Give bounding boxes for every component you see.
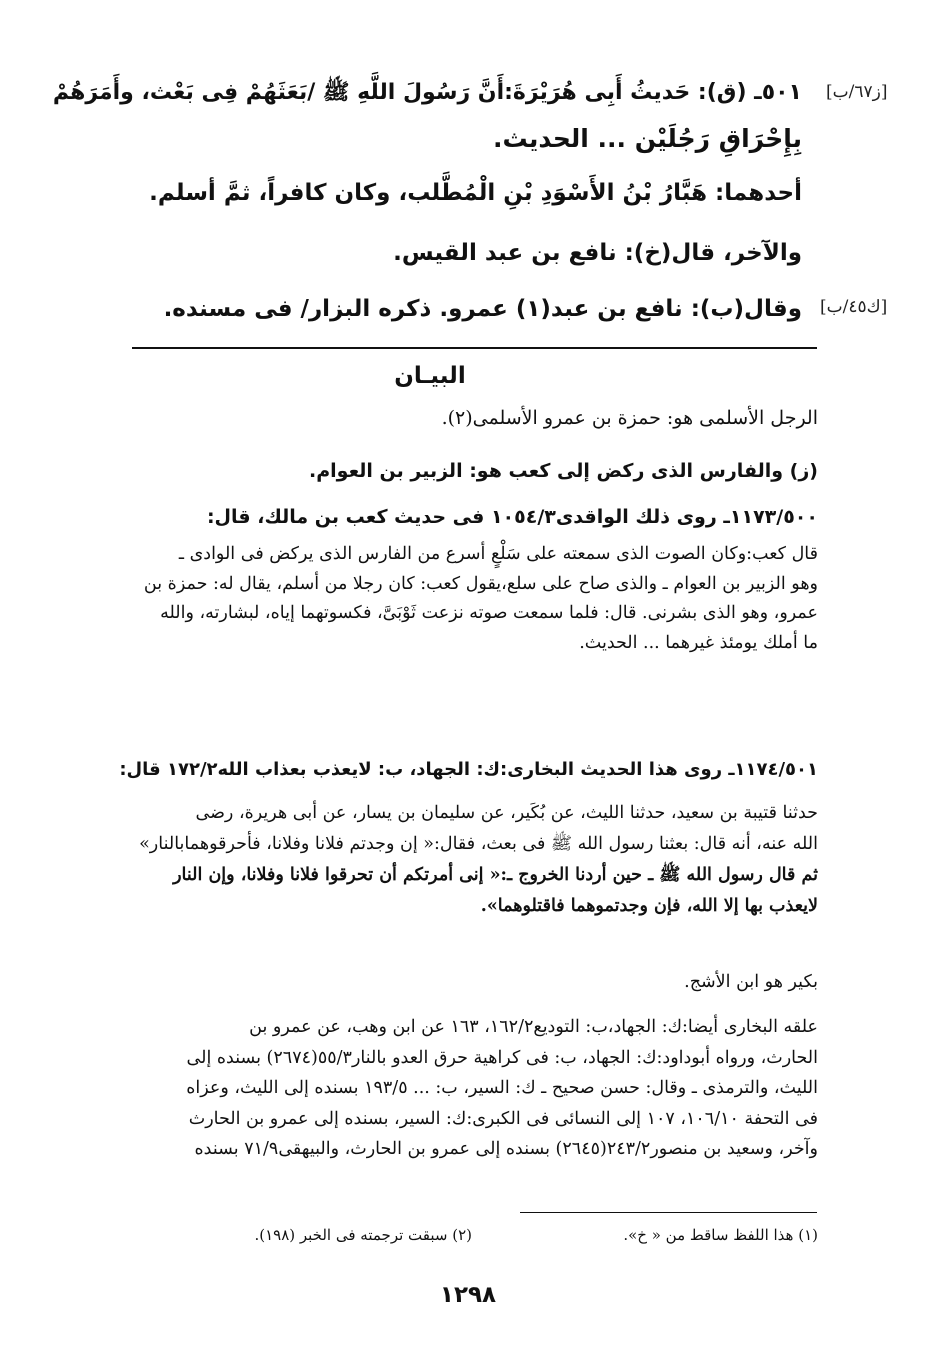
separator-rule: [132, 347, 817, 349]
bayan-line-1: الرجل الأسلمى هو: حمزة بن عمرو الأسلمى(٢).: [441, 407, 818, 429]
entry-1173-heading: ١١٧٣/٥٠٠ـ روى ذلك الواقدى١٠٥٤/٣ فى حديث كعب بن مالك، قال:: [206, 506, 818, 528]
entry-1173-line: عمرو، وهو الذى بشرنى. قال: فلما سمعت صوته نزعت ثَوْبَىَّ، فكسوتهما إياه، لبشارته، والله: [160, 603, 818, 623]
hadith-501-line-4: والآخر، قال(خ): نافع بن عبد القيس.: [393, 240, 802, 266]
entry-1173-line: ما أملك يومئذ غيرهما ... الحديث.: [579, 632, 818, 653]
bayan-line-2: (ز) والفارس الذى ركض إلى كعب هو: الزبير بن العوام.: [309, 460, 818, 482]
bukayr-note: بكير هو ابن الأشج.: [684, 972, 818, 992]
entry-1174-line: لايعذب بها إلا الله، فإن وجدتموهما فاقتلوهما».: [480, 896, 818, 916]
entry-1174-heading: ١١٧٤/٥٠١ـ روى هذا الحديث البخارى:ك: الجهاد، ب: لايعذب بعذاب الله١٧٢/٢ قال:: [119, 759, 818, 780]
takhrij-line: علقه البخارى أيضا:ك: الجهاد،ب: التوديع١٦٢/٢، ١٦٣ عن ابن وهب، عن عمرو بن: [249, 1017, 818, 1037]
entry-1174-text: [118, 798, 818, 922]
footnote-2: (٢) سبقت ترجمته فى الخبر (١٩٨).: [254, 1226, 472, 1244]
takhrij-line: فى التحفة ١٠٦/١٠، ١٠٧ إلى النسائى فى الكبرى:ك: السير، بسنده إلى عمرو بن الحارث: [188, 1108, 818, 1129]
hadith-501-line-1: ٥٠١ـ (ق): حَديثُ أَبِى هُرَيْرَةَ:أَنَّ رَسُولَ اللَّهِ ﷺ /بَعَثَهُمْ فِى بَعْث، وأَمَرَهُمْ: [52, 80, 802, 105]
entry-1173-line: قال كعب:وكان الصوت الذى سمعته على سَلْعٍ أسرع من الفارس الذى يركض فى الوادى ـ: [178, 544, 818, 564]
margin-ref-k45b: [ك٤٥/ب]: [820, 297, 888, 317]
hadith-501-line-5: وقال(ب): نافع بن عبد(١) عمرو. ذكره البزار/ فى مسنده.: [163, 296, 802, 322]
entry-1174-line: الله عنه، أنه قال: بعثنا رسول الله ﷺ فى بعث، فقال:« إن وجدتم فلانا وفلانا، فأحرقوهمابالنار»: [139, 834, 818, 854]
entry-1174-line: ثم قال رسول الله ﷺ ـ حين أردنا الخروج ـ:« إنى أمرتكم أن تحرقوا فلانا وفلانا، وإن النار: [173, 865, 818, 885]
footnote-1: (١) هذا اللفظ ساقط من « خ».: [623, 1226, 818, 1244]
entry-1174-takhrij: [118, 1012, 818, 1165]
takhrij-line: الحارث، ورواه أبوداود:ك: الجهاد، ب: فى كراهية حرق العدو بالنار٥٥/٣(٢٦٧٤) بسنده إلى: [186, 1047, 818, 1068]
hadith-501-line-2: بِإِحْرَاقِ رَجُلَيْن ... الحديث.: [493, 124, 802, 153]
page-number: ١٢٩٨: [439, 1282, 497, 1308]
takhrij-line: الليث، والترمذى ـ وقال: حسن صحيح ـ ك: السير، ب: ... ١٩٣/٥ بسنده إلى الليث، وعزاه: [186, 1078, 818, 1098]
takhrij-line: وآخر، وسعيد بن منصور٢٤٣/٢(٢٦٤٥) بسنده إلى عمرو بن الحارث، والبيهقى٧١/٩ بسنده: [194, 1139, 818, 1159]
margin-ref-z67b: [ز٦٧/ب]: [826, 82, 888, 102]
section-title-bayan: البيـان: [394, 363, 466, 389]
footnote-rule: [520, 1212, 817, 1213]
entry-1173-text: [118, 540, 818, 658]
entry-1173-line: وهو الزبير بن العوام ـ والذى صاح على سلع،يقول كعب: كان رجلا من أسلم، يقال له: حمزة بن: [143, 573, 818, 594]
entry-1174-line: حدثنا قتيبة بن سعيد، حدثنا الليث، عن بُكَير، عن سليمان بن يسار، عن أبى هريرة، رضى: [195, 803, 818, 823]
hadith-501-line-3: أحدهما: هَبَّارُ بْنُ الأَسْوَدِ بْنِ الْمُطَّلب، وكان كافراً، ثمَّ أسلم.: [149, 180, 802, 206]
